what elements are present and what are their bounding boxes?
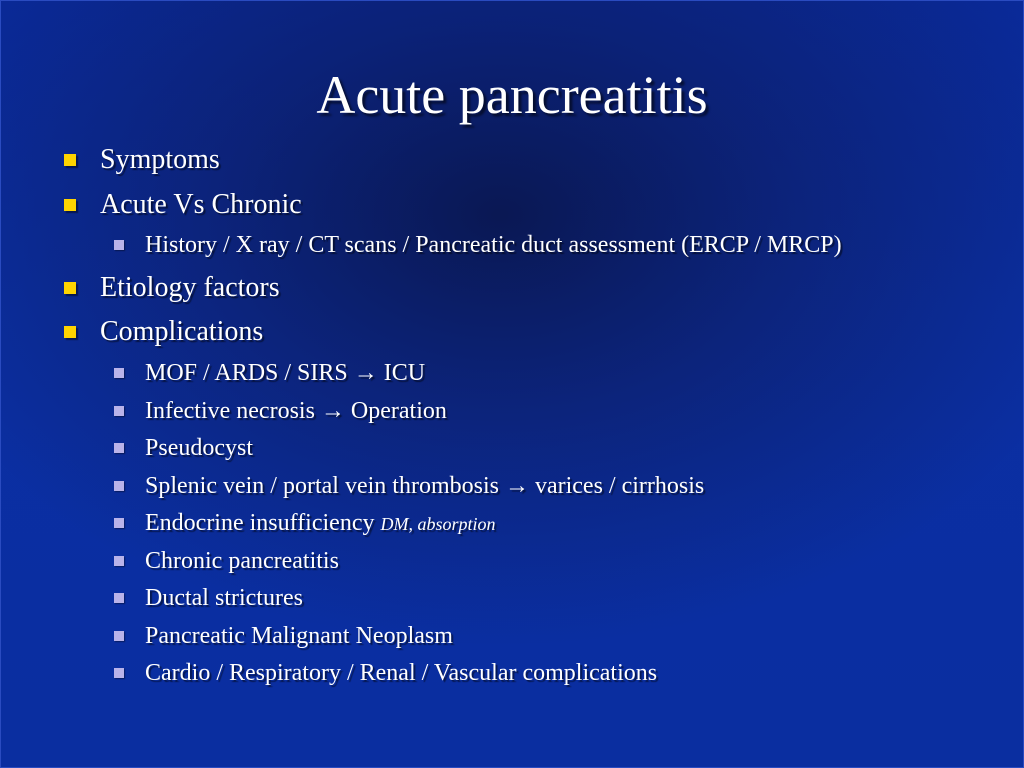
slide-title: Acute pancreatitis	[316, 65, 708, 125]
bullet-item-acute-vs-chronic: Acute Vs Chronic	[100, 189, 302, 220]
sub-bullet-item-splenic-vein: Splenic vein / portal vein thrombosis → varices / cirrhosis	[145, 473, 705, 499]
square-bullet-icon	[64, 326, 76, 338]
square-bullet-icon	[64, 282, 76, 294]
sub-bullet-item-endocrine	[145, 508, 496, 539]
square-sub-bullet-icon	[114, 443, 124, 453]
square-sub-bullet-icon	[114, 668, 124, 678]
sub-bullet-item-mof: MOF / ARDS / SIRS → ICU	[145, 360, 426, 386]
sub-bullet-item-malignant-neoplasm: Pancreatic Malignant Neoplasm	[145, 623, 453, 649]
endocrine-note: DM, absorption	[380, 514, 496, 534]
square-sub-bullet-icon	[114, 368, 124, 378]
square-sub-bullet-icon	[114, 518, 124, 528]
sub-bullet-item-infective-necrosis: Infective necrosis → Operation	[145, 398, 447, 424]
square-sub-bullet-icon	[114, 593, 124, 603]
bullet-item-symptoms: Symptoms	[100, 144, 220, 175]
square-bullet-icon	[64, 154, 76, 166]
sub-bullet-item-ductal-strictures: Ductal strictures	[145, 585, 303, 611]
bullet-item-complications: Complications	[100, 316, 264, 347]
endocrine-text: Endocrine insufficiency	[145, 510, 381, 536]
sub-bullet-item-pseudocyst: Pseudocyst	[145, 435, 253, 461]
square-sub-bullet-icon	[114, 556, 124, 566]
square-sub-bullet-icon	[114, 240, 124, 250]
sub-bullet-item-cardio-respiratory: Cardio / Respiratory / Renal / Vascular complications	[145, 660, 658, 686]
square-sub-bullet-icon	[114, 481, 124, 491]
sub-bullet-item-history: History / X ray / CT scans / Pancreatic duct assessment (ERCP / MRCP)	[145, 232, 842, 258]
bullet-item-etiology: Etiology factors	[100, 272, 280, 303]
square-sub-bullet-icon	[114, 631, 124, 641]
square-bullet-icon	[64, 199, 76, 211]
square-sub-bullet-icon	[114, 406, 124, 416]
sub-bullet-item-chronic-pancreatitis: Chronic pancreatitis	[145, 548, 339, 574]
